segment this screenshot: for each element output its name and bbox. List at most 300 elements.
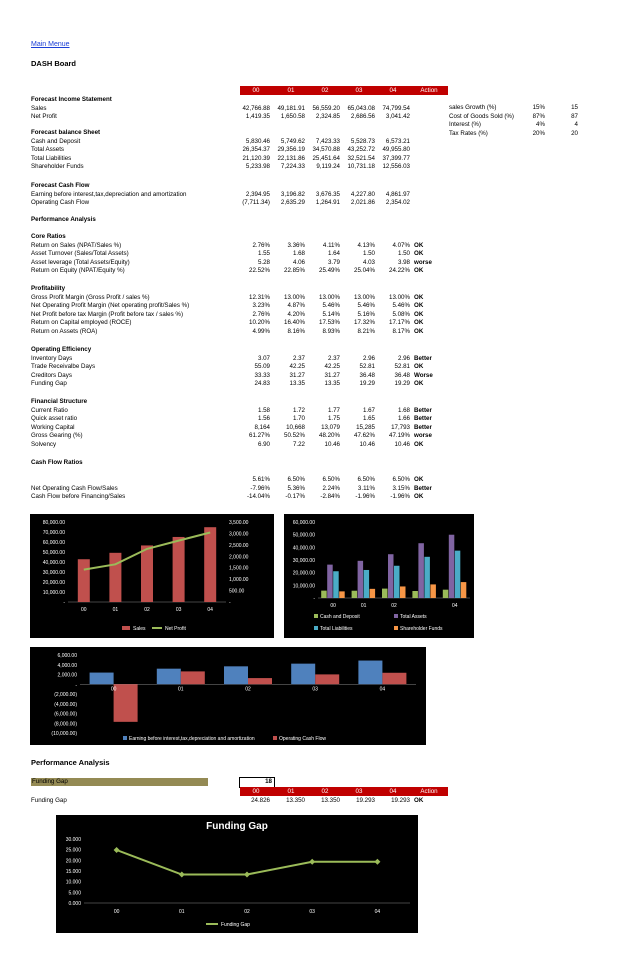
assumption-percent: 4%: [536, 121, 545, 129]
balance-sheet-chart-svg: [284, 514, 474, 638]
x-tick-label: 00: [81, 607, 87, 613]
action-flag: Worse: [414, 371, 433, 379]
ratio-value: 8.21%: [357, 328, 375, 335]
ratio-value: 2.37: [292, 354, 305, 362]
ratio-value: -7.96%: [250, 484, 270, 492]
ratio-value: 52.81: [359, 363, 375, 371]
bar-3: [461, 582, 467, 598]
ratio-value: 47.62%: [354, 432, 375, 440]
action-flag: OK: [414, 302, 424, 310]
ratio-value: 3.36%: [287, 241, 305, 249]
y2-tick-label: 2,000.00: [229, 554, 249, 561]
row-value: 1,419.35: [245, 113, 270, 121]
column-header-2-4: 04: [389, 788, 397, 795]
ratio-label: Working Capital: [31, 423, 75, 431]
legend-swatch-ebitda: [123, 736, 127, 740]
y-tick-label: 10.000: [65, 879, 81, 886]
ratio-value: 25.49%: [319, 267, 340, 275]
row-value: 1,650.58: [280, 113, 305, 121]
perf-row-value: 24.826: [251, 797, 270, 804]
y-tick-label: 50,000.00: [292, 532, 315, 539]
action-flag: OK: [414, 476, 424, 484]
sales-profit-chart: [30, 514, 274, 638]
ratio-value: 55.09: [254, 363, 270, 371]
dashboard-title: DASH Board: [31, 59, 77, 68]
ratio-value: 36.48: [394, 371, 410, 379]
x-tick-label: 03: [309, 909, 315, 915]
row-label: Earning before interest,tax,depreciation and amortization: [31, 190, 187, 198]
selector-label: Funding Gap: [32, 778, 68, 785]
ratio-value: 8.16%: [287, 328, 305, 335]
bar-0: [412, 591, 418, 598]
x-tick-label: 02: [245, 686, 251, 693]
ratio-value: 10.46: [359, 441, 375, 448]
action-flag: Better: [414, 484, 432, 492]
ratio-value: 1.64: [327, 250, 340, 258]
ratio-value: 17,793: [391, 423, 410, 431]
row-value: 7,423.33: [315, 137, 340, 145]
ratio-value: 3.07: [257, 354, 270, 362]
bar-0: [224, 666, 248, 684]
ratio-value: 1.75: [327, 415, 340, 423]
section-title: Forecast Cash Flow: [31, 182, 90, 189]
perf-row-label: Funding Gap: [31, 797, 67, 804]
row-value: 4,861.97: [385, 190, 410, 198]
bar-3: [430, 584, 436, 598]
ratio-value: 3.15%: [392, 484, 410, 492]
row-value: 5,830.46: [245, 137, 270, 145]
row-value: 5,528.73: [350, 137, 375, 145]
funding-gap-chart: [56, 815, 418, 933]
ratio-value: 31.27: [289, 371, 305, 379]
ratio-value: -1.96%: [355, 493, 375, 501]
x-tick-label: 03: [175, 607, 182, 613]
data-point-marker: [244, 872, 250, 878]
row-label: Total Assets: [31, 146, 65, 154]
ratio-label: Solvency: [31, 441, 57, 448]
column-header-2-0: 00: [252, 788, 260, 795]
ratio-value: 17.32%: [354, 319, 375, 327]
y2-tick-label: -: [229, 600, 231, 606]
ratio-value: 13.35: [289, 380, 305, 388]
ratio-value: 4.07%: [392, 241, 410, 249]
ratio-value: 19.29: [359, 380, 375, 388]
legend-label: Cash and Deposit: [320, 614, 360, 620]
ratio-value: 22.52%: [249, 267, 270, 275]
column-header-2-1: 01: [287, 788, 295, 795]
bar-1: [248, 678, 272, 684]
x-tick-label: 01: [179, 909, 185, 915]
y-tick-label: 2,000.00: [57, 672, 77, 679]
ratio-group-title: Operating Efficiency: [31, 346, 92, 353]
ratio-value: 1.55: [257, 250, 270, 258]
row-value: 49,955.80: [382, 146, 410, 154]
y-tick-label: 0.000: [68, 901, 81, 907]
row-value: 5,233.98: [245, 163, 270, 171]
y-tick-label: 15.000: [65, 869, 81, 875]
main-menu-link[interactable]: Main Menue: [31, 41, 70, 48]
x-tick-label: 04: [207, 607, 213, 613]
bar-2: [364, 570, 370, 598]
row-value: 2,354.02: [385, 199, 410, 207]
x-tick-label: 04: [452, 603, 458, 609]
row-value: 12,556.03: [382, 163, 410, 171]
y-tick-label: 10,000.00: [292, 583, 315, 590]
ratio-label: Quick asset ratio: [31, 415, 78, 423]
column-header-2-3: 03: [355, 788, 363, 795]
legend-label: Total Liabilities: [320, 626, 353, 632]
legend-swatch-ocf: [273, 736, 277, 740]
assumption-value: 87: [571, 112, 578, 120]
ratio-value: 13.35: [324, 380, 340, 388]
row-value: 1,264.91: [315, 199, 340, 207]
sales-profit-chart-svg: [30, 514, 274, 638]
y-tick-label: 50,000.00: [42, 550, 65, 556]
ratio-value: 1.72: [292, 406, 305, 414]
ratio-value: 2.96: [397, 354, 410, 362]
ratio-value: 1.50: [397, 250, 410, 258]
x-tick-label: 04: [379, 686, 386, 693]
row-label: Shareholder Funds: [31, 163, 84, 171]
legend-label: Funding Gap: [221, 922, 250, 928]
legend-label-ebitda: Earning before interest,tax,depreciation and amortization: [129, 736, 255, 742]
legend-swatch: [314, 614, 318, 618]
column-header-2: 02: [321, 87, 329, 94]
ratio-label: Net Operating Cash Flow/Sales: [31, 484, 118, 492]
legend-label-net-profit: Net Profit: [165, 626, 186, 632]
ratio-value: 13.00%: [389, 293, 410, 301]
ratio-value: 5.16%: [357, 310, 375, 318]
ratio-value: 4.11%: [322, 241, 340, 249]
row-value: 34,570.88: [312, 146, 340, 154]
y-tick-label: 70,000.00: [42, 530, 65, 536]
ratio-value: 22.85%: [284, 267, 305, 275]
row-value: 2,635.29: [280, 199, 305, 207]
ratio-label: Funding Gap: [31, 380, 67, 388]
x-tick-label: 00: [330, 603, 336, 609]
ratio-value: 2.24%: [322, 484, 340, 492]
ratio-value: 10.20%: [249, 319, 270, 327]
sales-bar: [204, 527, 216, 602]
balance-sheet-chart: [284, 514, 474, 638]
perf-row-value: 19.293: [356, 797, 375, 804]
ratio-value: 2.76%: [252, 241, 270, 249]
perf-row-value: 13.350: [321, 797, 340, 804]
ratio-value: 1.70: [292, 415, 305, 423]
action-flag: Better: [414, 423, 432, 431]
legend-label-sales: Sales: [133, 626, 146, 632]
ratio-value: 10,668: [286, 423, 305, 431]
data-point-marker: [179, 872, 185, 878]
row-value: 5,749.62: [280, 137, 305, 145]
ratio-value: -2.84%: [320, 493, 340, 501]
performance-analysis-heading: Performance Analysis: [31, 216, 96, 223]
performance-section-title: Performance Analysis: [31, 758, 110, 767]
perf-row-action: OK: [414, 797, 424, 804]
chart-title: Funding Gap: [206, 821, 268, 832]
ratio-value: 13.00%: [284, 293, 305, 301]
ratio-group-title: Profitability: [31, 285, 66, 292]
ratio-value: 1.67: [362, 406, 375, 414]
ratio-value: 16.40%: [284, 319, 305, 327]
y2-tick-label: 3,000.00: [229, 531, 249, 538]
ratio-value: 6.50%: [287, 476, 305, 484]
ratio-value: 5.14%: [322, 310, 340, 318]
row-value: 3,196.82: [280, 190, 305, 198]
bar-2: [424, 557, 430, 598]
section-title: Forecast Income Statement: [31, 96, 112, 103]
y-tick-label: 40,000.00: [292, 545, 315, 552]
row-value: 42,766.88: [242, 104, 270, 112]
data-point-marker: [374, 859, 380, 865]
sales-bar: [78, 559, 90, 602]
ratio-value: 1.77: [327, 406, 340, 414]
column-header-2-2: 02: [321, 788, 329, 795]
assumption-percent: 20%: [532, 129, 545, 137]
row-value: 3,041.42: [385, 113, 410, 121]
ratio-label: Asset leverage (Total Assets/Equity): [31, 258, 130, 266]
ratio-value: 1.56: [257, 415, 270, 423]
ratio-value: 6.90: [257, 441, 270, 448]
bar-2: [333, 571, 339, 598]
y-tick-label: (10,000.00): [51, 731, 77, 737]
ratio-value: 2.76%: [252, 310, 270, 318]
ratio-value: 5.28: [257, 258, 270, 266]
row-value: 10,731.18: [347, 163, 375, 171]
row-value: 6,573.21: [385, 137, 410, 145]
ratio-value: 1.65: [362, 415, 375, 423]
ratio-value: 8.17%: [392, 328, 410, 335]
ratio-value: 5.61%: [252, 476, 270, 484]
column-header-5: Action: [420, 87, 438, 94]
ratio-value: 2.96: [362, 354, 375, 362]
column-header-0: 00: [252, 87, 260, 94]
ratio-value: 4.03: [362, 258, 375, 266]
y-tick-label: 80,000.00: [42, 520, 65, 526]
assumption-label: Tax Rates (%): [449, 129, 488, 137]
ratio-label: Gross Gearing (%): [31, 432, 83, 440]
ratio-value: 24.83: [254, 380, 270, 388]
ratio-value: 1.58: [257, 406, 270, 414]
bar-1: [315, 674, 339, 684]
y-tick-label: 20.000: [65, 858, 81, 865]
x-tick-label: 01: [112, 607, 119, 613]
x-tick-label: 03: [312, 686, 318, 693]
row-value: 2,394.95: [245, 190, 270, 198]
y-tick-label: 6,000.00: [57, 653, 77, 659]
row-value: 29,356.19: [277, 146, 305, 154]
ratio-value: 31.27: [324, 371, 340, 379]
column-header-3: 03: [355, 87, 363, 94]
ratio-value: 10.46: [394, 441, 410, 448]
x-tick-label: 01: [360, 603, 367, 609]
row-label: Sales: [31, 104, 47, 112]
row-value: 56,559.20: [312, 104, 340, 112]
bar-0: [157, 669, 181, 685]
column-header-4: 04: [389, 87, 397, 94]
y-tick-label: 10,000.00: [42, 590, 65, 596]
ratio-value: 19.29: [394, 380, 410, 388]
row-value: 43,252.72: [347, 146, 375, 154]
row-value: 9,119.24: [316, 163, 340, 171]
ratio-value: 15,285: [356, 423, 375, 431]
row-value: (7,711.34): [242, 199, 270, 207]
ratio-value: -14.04%: [246, 493, 270, 501]
action-flag: OK: [414, 267, 424, 275]
bar-1: [418, 543, 424, 598]
ratio-value: 10.46: [324, 441, 340, 448]
ratio-label: Inventory Days: [31, 354, 73, 362]
ratio-value: 17.17%: [389, 319, 410, 327]
bar-1: [449, 535, 455, 598]
data-point-marker: [114, 847, 120, 853]
legend-label-ocf: Operating Cash Flow: [279, 736, 326, 742]
action-flag: OK: [414, 250, 424, 258]
perf-row-value: 19.293: [391, 797, 410, 804]
ratio-value: 1.68: [292, 250, 305, 258]
ratio-label: Return on Assets (ROA): [31, 328, 98, 335]
y2-tick-label: 1,000.00: [229, 577, 249, 584]
ratio-value: 1.68: [397, 406, 410, 414]
bar-1: [388, 554, 394, 598]
ratio-value: 1.66: [397, 415, 410, 423]
row-value: 3,676.35: [315, 190, 340, 198]
ratio-value: 42.25: [324, 363, 340, 371]
ratio-value: 8,164: [254, 423, 270, 431]
row-value: 49,181.91: [277, 104, 305, 112]
ratio-value: 12.31%: [249, 293, 270, 301]
bar-0: [443, 590, 449, 598]
selector-value: 18: [265, 778, 272, 785]
action-flag: OK: [414, 293, 424, 301]
action-flag: OK: [414, 363, 424, 371]
legend-label: Shareholder Funds: [400, 626, 443, 632]
y-tick-label: 40,000.00: [42, 560, 65, 566]
ratio-value: 3.98: [397, 258, 410, 266]
action-flag: Better: [414, 415, 432, 423]
ratio-value: 5.36%: [287, 484, 305, 492]
assumption-percent: 15%: [532, 104, 545, 111]
x-tick-label: 02: [144, 607, 150, 613]
ratio-value: 4.20%: [287, 310, 305, 318]
funding-gap-selector[interactable]: [31, 778, 208, 786]
row-value: 74,799.54: [382, 104, 410, 112]
bar-2: [455, 551, 461, 598]
x-tick-label: 02: [244, 909, 250, 915]
action-flag: worse: [414, 258, 432, 266]
row-label: Cash and Deposit: [31, 137, 81, 145]
bar-0: [352, 591, 358, 598]
ratio-group-title: Financial Structure: [31, 398, 88, 405]
ratio-value: 5.08%: [392, 310, 410, 318]
action-flag: Better: [414, 406, 432, 414]
action-flag: OK: [414, 328, 424, 335]
ratio-value: 7.22: [292, 441, 305, 448]
ratio-group-title: Cash Flow Ratios: [31, 459, 83, 466]
row-value: 26,354.37: [242, 146, 270, 154]
column-header-2-5: Action: [420, 788, 438, 795]
row-value: 2,021.86: [350, 199, 375, 207]
legend-swatch: [314, 626, 318, 630]
assumption-label: Cost of Goods Sold (%): [449, 112, 514, 120]
y-tick-label: -: [75, 682, 77, 689]
ratio-value: 61.27%: [249, 432, 270, 440]
action-flag: worse: [414, 432, 432, 440]
y-tick-label: 60,000.00: [292, 520, 315, 526]
ratio-value: 4.87%: [287, 302, 305, 310]
y2-tick-label: 2,500.00: [229, 542, 249, 549]
ratio-value: 4.99%: [252, 328, 270, 335]
legend-swatch: [394, 614, 398, 618]
y-tick-label: 20,000.00: [292, 570, 315, 577]
ratio-value: 24.22%: [389, 267, 410, 275]
ratio-value: 13,079: [321, 423, 340, 431]
bar-1: [327, 565, 333, 598]
column-header-1: 01: [287, 87, 295, 94]
ratio-group-title: Core Ratios: [31, 233, 66, 240]
row-value: 4,227.80: [350, 190, 375, 198]
bar-1: [382, 673, 406, 684]
ratio-value: 1.50: [362, 250, 375, 258]
assumption-value: 4: [574, 121, 578, 129]
ratio-value: 6.50%: [392, 476, 410, 484]
action-flag: OK: [414, 493, 424, 501]
ratio-value: 17.53%: [319, 319, 340, 327]
y-tick-label: 20,000.00: [42, 580, 65, 586]
y2-tick-label: 3,500.00: [229, 520, 249, 526]
ratio-value: 3.23%: [252, 302, 270, 310]
x-tick-label: 00: [110, 686, 117, 693]
bar-0: [358, 661, 382, 685]
y2-tick-label: 500.00: [229, 588, 245, 595]
ratio-label: Gross Profit Margin (Gross Profit / sales %): [31, 293, 150, 301]
ratio-value: 5.46%: [392, 302, 410, 310]
cash-flow-chart-svg: [30, 647, 426, 745]
bar-3: [339, 591, 345, 598]
ratio-value: 50.52%: [284, 432, 305, 440]
y-tick-label: -: [63, 600, 65, 606]
section-title: Forecast balance Sheet: [31, 129, 101, 136]
row-value: 7,224.33: [280, 163, 305, 171]
ratio-value: 6.50%: [322, 476, 340, 484]
ratio-value: 33.33: [254, 371, 270, 379]
ratio-value: 25.04%: [354, 267, 375, 275]
row-value: 25,451.64: [312, 154, 340, 162]
legend-swatch: [394, 626, 398, 630]
action-flag: OK: [414, 310, 424, 318]
ratio-label: Net Operating Profit Margin (Net operating profit/Sales %): [31, 302, 190, 310]
ratio-value: 8.93%: [322, 328, 340, 335]
sales-bar: [141, 545, 153, 602]
ratio-value: 48.20%: [319, 432, 340, 440]
action-flag: OK: [414, 241, 424, 249]
action-flag: OK: [414, 380, 424, 388]
x-tick-label: 01: [178, 686, 184, 693]
ratio-value: 36.48: [359, 371, 375, 379]
ratio-value: 3.79: [327, 258, 340, 266]
ratio-value: 52.81: [394, 363, 410, 371]
ratio-value: 5.46%: [322, 302, 340, 310]
ratio-value: 13.00%: [354, 293, 375, 301]
funding-gap-line: [117, 850, 378, 875]
bar-1: [358, 561, 364, 598]
y2-tick-label: 1,500.00: [229, 565, 249, 572]
y-tick-label: -: [313, 596, 315, 602]
sales-bar: [173, 537, 185, 602]
legend-label: Total Assets: [400, 614, 427, 620]
ratio-value: 6.50%: [357, 476, 375, 484]
cash-flow-chart: [30, 647, 426, 745]
